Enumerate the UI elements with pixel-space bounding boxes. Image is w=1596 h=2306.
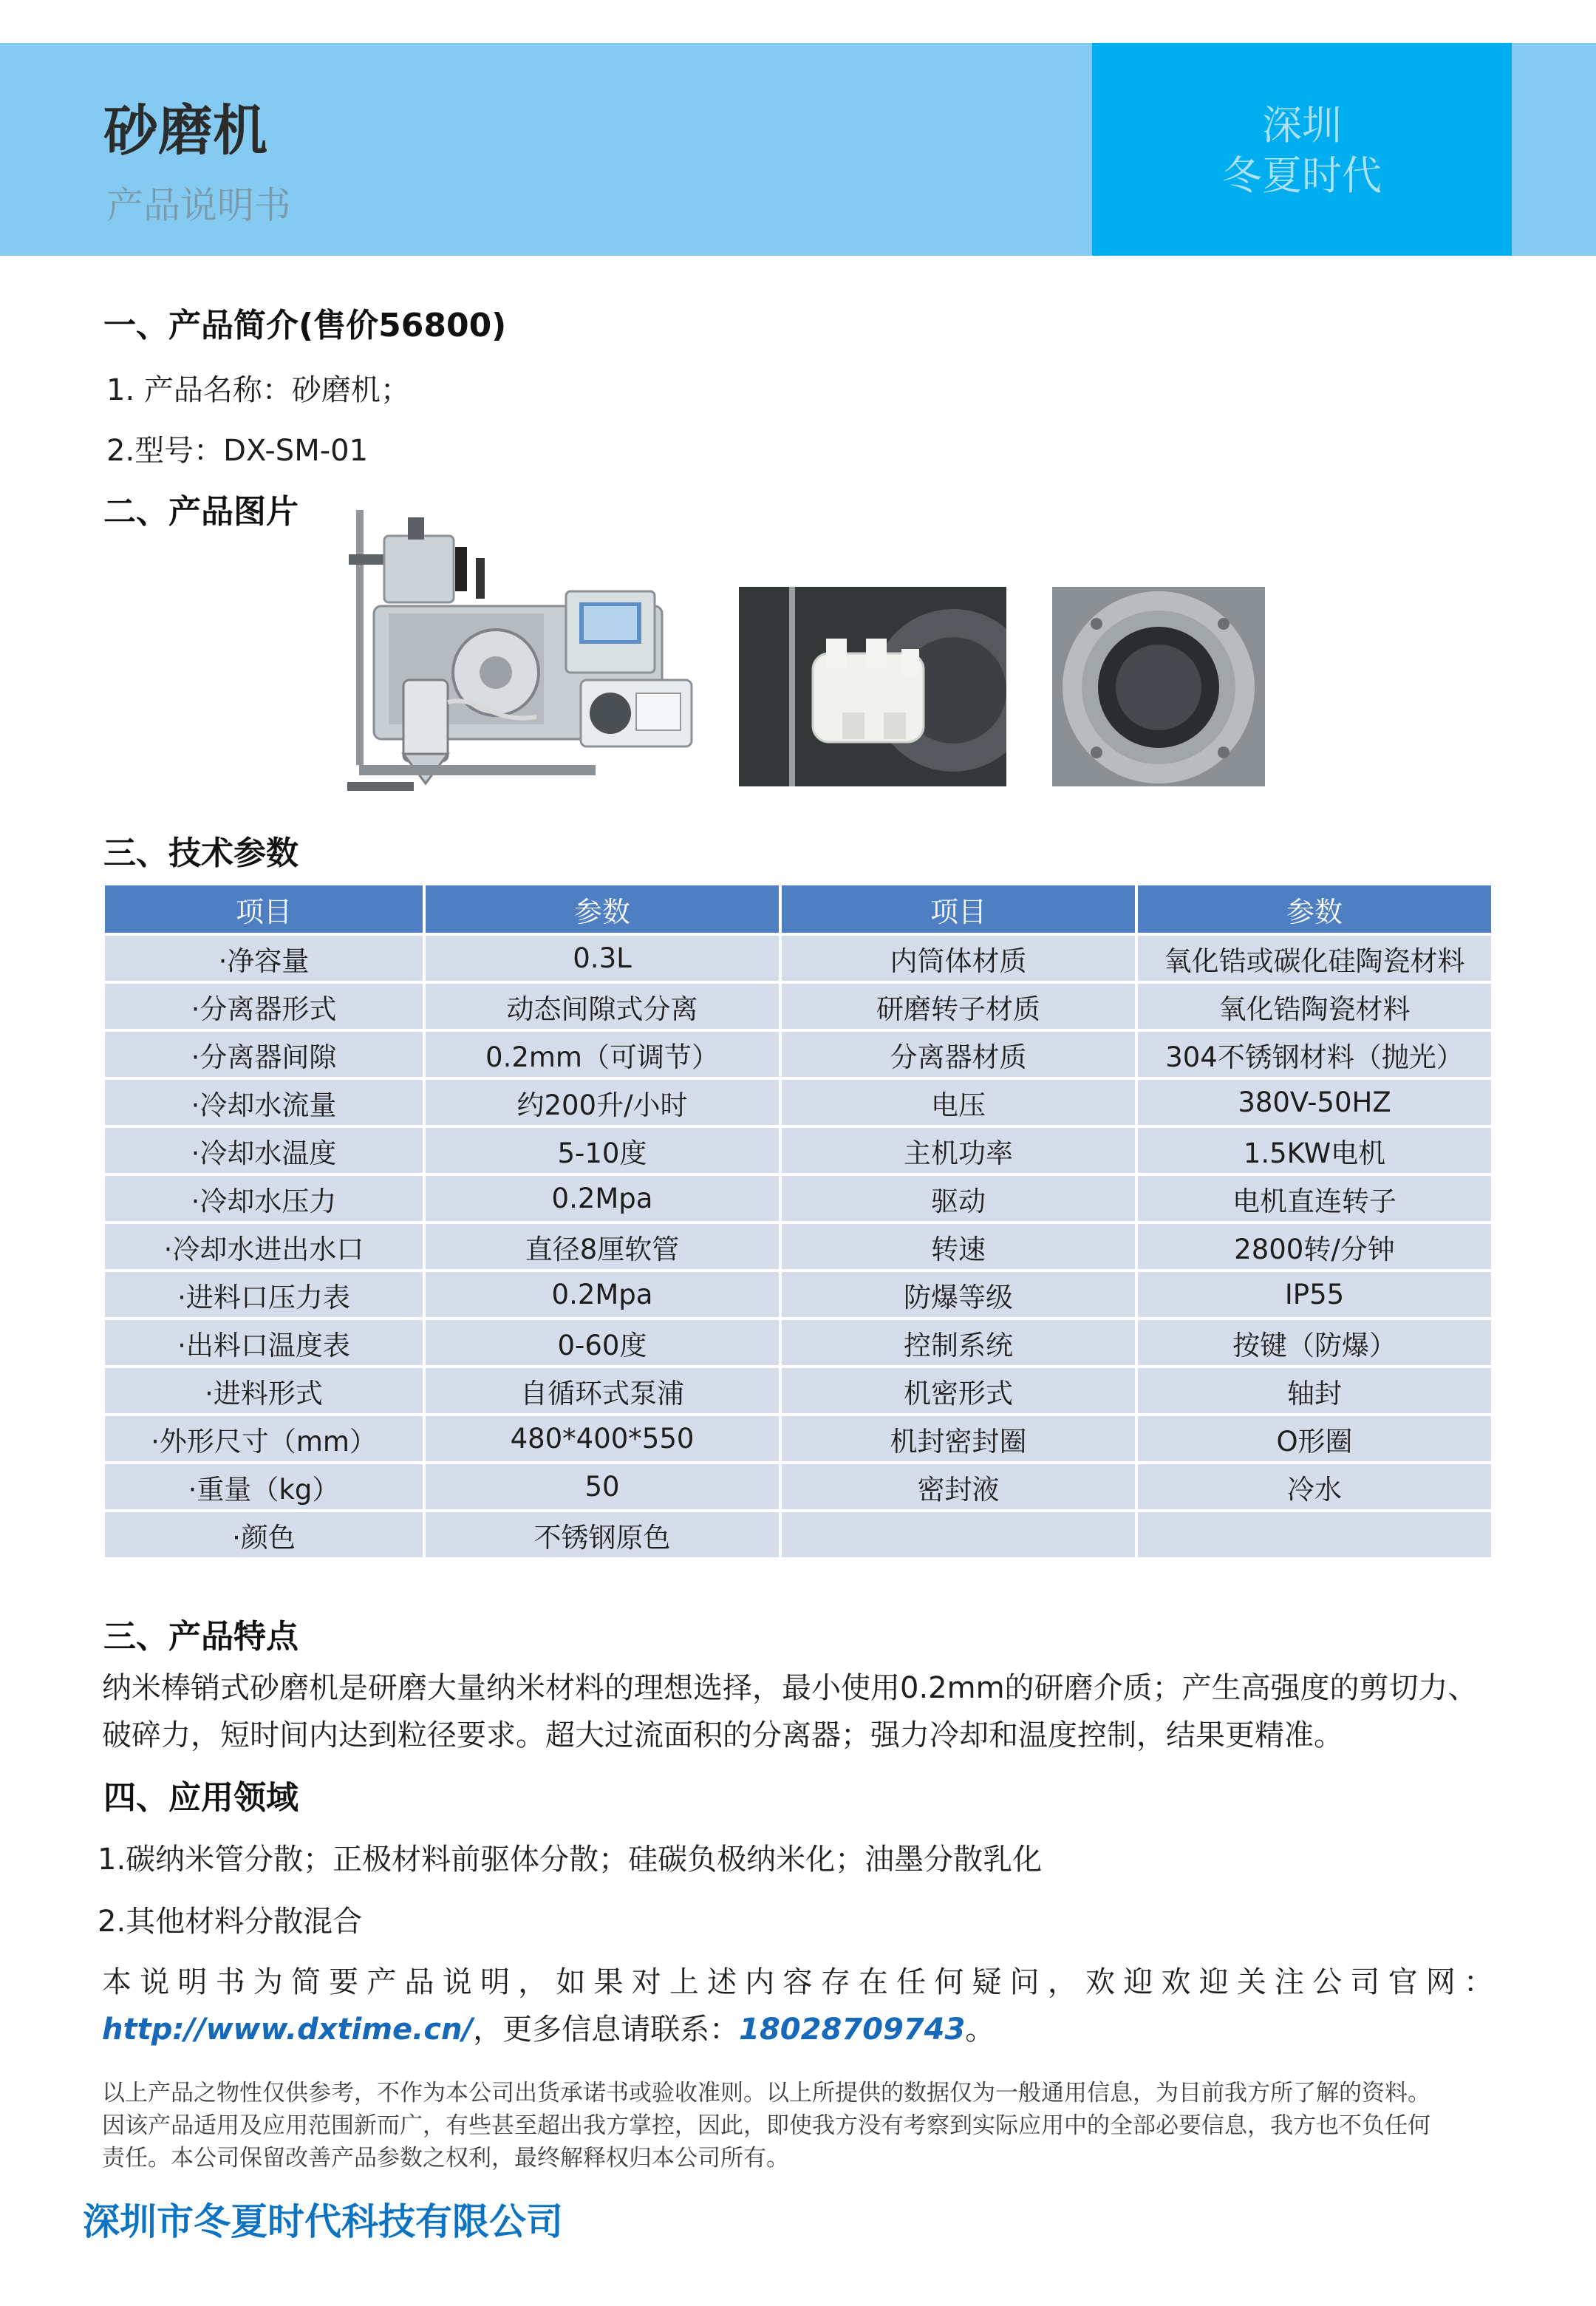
table-cell: 5-10度 bbox=[426, 1128, 779, 1173]
table-cell: ·出料口温度表 bbox=[105, 1320, 423, 1365]
application-line: 1.碳纳米管分散；正极材料前驱体分散；硅碳负极纳米化；油墨分散乳化 bbox=[98, 1843, 1043, 1877]
table-cell: 50 bbox=[426, 1464, 779, 1509]
table-cell: 驱动 bbox=[782, 1176, 1135, 1221]
table-cell: 机密形式 bbox=[782, 1368, 1135, 1413]
table-cell: ·冷却水温度 bbox=[105, 1128, 423, 1173]
intro-heading: 一、产品简介(售价56800) bbox=[103, 307, 507, 344]
disclaimer-line: 因该产品适用及应用范围新而广，有些甚至超出我方掌控，因此，即使我方没有考察到实际应用中的全部必要信息，我方也不负任何 bbox=[102, 2112, 1430, 2139]
table-cell: O形圈 bbox=[1138, 1416, 1491, 1461]
table-cell: 直径8厘软管 bbox=[426, 1224, 779, 1269]
brand-name: 冬夏时代 bbox=[1222, 152, 1382, 199]
product-name-line: 1. 产品名称：砂磨机； bbox=[106, 373, 410, 407]
table-cell: 控制系统 bbox=[782, 1320, 1135, 1365]
table-cell: 电压 bbox=[782, 1080, 1135, 1125]
table-cell: 转速 bbox=[782, 1224, 1135, 1269]
document-subtitle: 产品说明书 bbox=[106, 184, 291, 227]
closing-note bbox=[102, 1959, 1498, 2053]
features-line: 破碎力，短时间内达到粒径要求。超大过流面积的分离器；强力冷却和温度控制，结果更精准。 bbox=[102, 1718, 1343, 1752]
table-cell: ·分离器形式 bbox=[105, 984, 423, 1029]
table-row bbox=[105, 984, 1491, 1029]
table-cell: ·冷却水进出水口 bbox=[105, 1224, 423, 1269]
table-row bbox=[105, 1320, 1491, 1365]
application-line: 2.其他材料分散混合 bbox=[98, 1905, 363, 1939]
table-cell: 自循环式泵浦 bbox=[426, 1368, 779, 1413]
chamber-photo bbox=[1052, 587, 1265, 786]
table-row bbox=[105, 1176, 1491, 1221]
features-paragraph bbox=[102, 1664, 1498, 1759]
table-cell: 动态间隙式分离 bbox=[426, 984, 779, 1029]
brand-box bbox=[1092, 43, 1512, 256]
model-line: 2.型号：DX-SM-01 bbox=[106, 434, 369, 468]
table-cell: ·进料形式 bbox=[105, 1368, 423, 1413]
table-cell: ·净容量 bbox=[105, 936, 423, 981]
table-row bbox=[105, 1032, 1491, 1077]
table-cell: 不锈钢原色 bbox=[426, 1512, 779, 1557]
table-cell: 冷水 bbox=[1138, 1464, 1491, 1509]
table-cell: ·进料口压力表 bbox=[105, 1272, 423, 1317]
table-row bbox=[105, 1368, 1491, 1413]
table-cell: 0-60度 bbox=[426, 1320, 779, 1365]
table-row bbox=[105, 1272, 1491, 1317]
table-cell: 研磨转子材质 bbox=[782, 984, 1135, 1029]
table-row bbox=[105, 1464, 1491, 1509]
table-cell: ·分离器间隙 bbox=[105, 1032, 423, 1077]
parameters-table bbox=[102, 882, 1494, 1560]
closing-text: 。 bbox=[965, 2013, 995, 2047]
table-cell: ·重量（kg） bbox=[105, 1464, 423, 1509]
table-cell: ·外形尺寸（mm） bbox=[105, 1416, 423, 1461]
closing-text: 本说明书为简要产品说明，如果对上述内容存在任何疑问，欢迎欢迎关注公司官网： bbox=[102, 1965, 1498, 1999]
table-cell: 机封密封圈 bbox=[782, 1416, 1135, 1461]
table-row bbox=[105, 1080, 1491, 1125]
table-cell: 防爆等级 bbox=[782, 1272, 1135, 1317]
table-cell: 304不锈钢材料（抛光） bbox=[1138, 1032, 1491, 1077]
table-cell: IP55 bbox=[1138, 1272, 1491, 1317]
disclaimer bbox=[102, 2077, 1498, 2174]
table-cell bbox=[782, 1512, 1135, 1557]
pictures-heading: 二、产品图片 bbox=[103, 493, 299, 531]
table-cell: 电机直连转子 bbox=[1138, 1176, 1491, 1221]
table-cell: 主机功率 bbox=[782, 1128, 1135, 1173]
website-link[interactable]: http://www.dxtime.cn/ bbox=[102, 2013, 474, 2047]
rotor-photo bbox=[739, 587, 1006, 786]
table-cell bbox=[1138, 1512, 1491, 1557]
disclaimer-line: 以上产品之物性仅供参考，不作为本公司出货承诺书或验收准则。以上所提供的数据仅为一般通用信息，为目前我方所了解的资料。 bbox=[102, 2080, 1430, 2106]
table-cell: 轴封 bbox=[1138, 1368, 1491, 1413]
header-param: 参数 bbox=[1138, 885, 1491, 933]
table-cell: 480*400*550 bbox=[426, 1416, 779, 1461]
table-header-row bbox=[105, 885, 1491, 933]
table-row bbox=[105, 1512, 1491, 1557]
header-item: 项目 bbox=[782, 885, 1135, 933]
phone-number[interactable]: 18028709743 bbox=[739, 2013, 966, 2047]
table-cell: 分离器材质 bbox=[782, 1032, 1135, 1077]
table-cell: 0.3L bbox=[426, 936, 779, 981]
table-cell: 密封液 bbox=[782, 1464, 1135, 1509]
table-row bbox=[105, 1224, 1491, 1269]
table-cell: 0.2Mpa bbox=[426, 1176, 779, 1221]
table-row bbox=[105, 1128, 1491, 1173]
header-param: 参数 bbox=[426, 885, 779, 933]
applications-heading: 四、应用领域 bbox=[103, 1779, 299, 1817]
table-row bbox=[105, 936, 1491, 981]
params-heading: 三、技术参数 bbox=[103, 834, 299, 872]
table-cell: 0.2mm（可调节） bbox=[426, 1032, 779, 1077]
table-cell: 0.2Mpa bbox=[426, 1272, 779, 1317]
table-cell: 氧化锆或碳化硅陶瓷材料 bbox=[1138, 936, 1491, 981]
table-cell: 380V-50HZ bbox=[1138, 1080, 1491, 1125]
table-cell: ·冷却水压力 bbox=[105, 1176, 423, 1221]
header-item: 项目 bbox=[105, 885, 423, 933]
document-title: 砂磨机 bbox=[103, 99, 267, 163]
disclaimer-line: 责任。本公司保留改善产品参数之权利，最终解释权归本公司所有。 bbox=[102, 2145, 789, 2171]
table-cell: 2800转/分钟 bbox=[1138, 1224, 1491, 1269]
table-cell: 氧化锆陶瓷材料 bbox=[1138, 984, 1491, 1029]
features-line: 纳米棒销式砂磨机是研磨大量纳米材料的理想选择，最小使用0.2mm的研磨介质；产生高强度的剪切力、 bbox=[102, 1671, 1478, 1705]
company-name: 深圳市冬夏时代科技有限公司 bbox=[83, 2200, 563, 2243]
machine-photo bbox=[344, 503, 709, 806]
table-row bbox=[105, 1416, 1491, 1461]
closing-text: ，更多信息请联系： bbox=[473, 2013, 740, 2047]
table-cell: ·颜色 bbox=[105, 1512, 423, 1557]
table-cell: ·冷却水流量 bbox=[105, 1080, 423, 1125]
table-cell: 内筒体材质 bbox=[782, 936, 1135, 981]
table-cell: 1.5KW电机 bbox=[1138, 1128, 1491, 1173]
table-cell: 按键（防爆） bbox=[1138, 1320, 1491, 1365]
table-cell: 约200升/小时 bbox=[426, 1080, 779, 1125]
features-heading: 三、产品特点 bbox=[103, 1618, 299, 1656]
brand-city: 深圳 bbox=[1262, 102, 1342, 149]
